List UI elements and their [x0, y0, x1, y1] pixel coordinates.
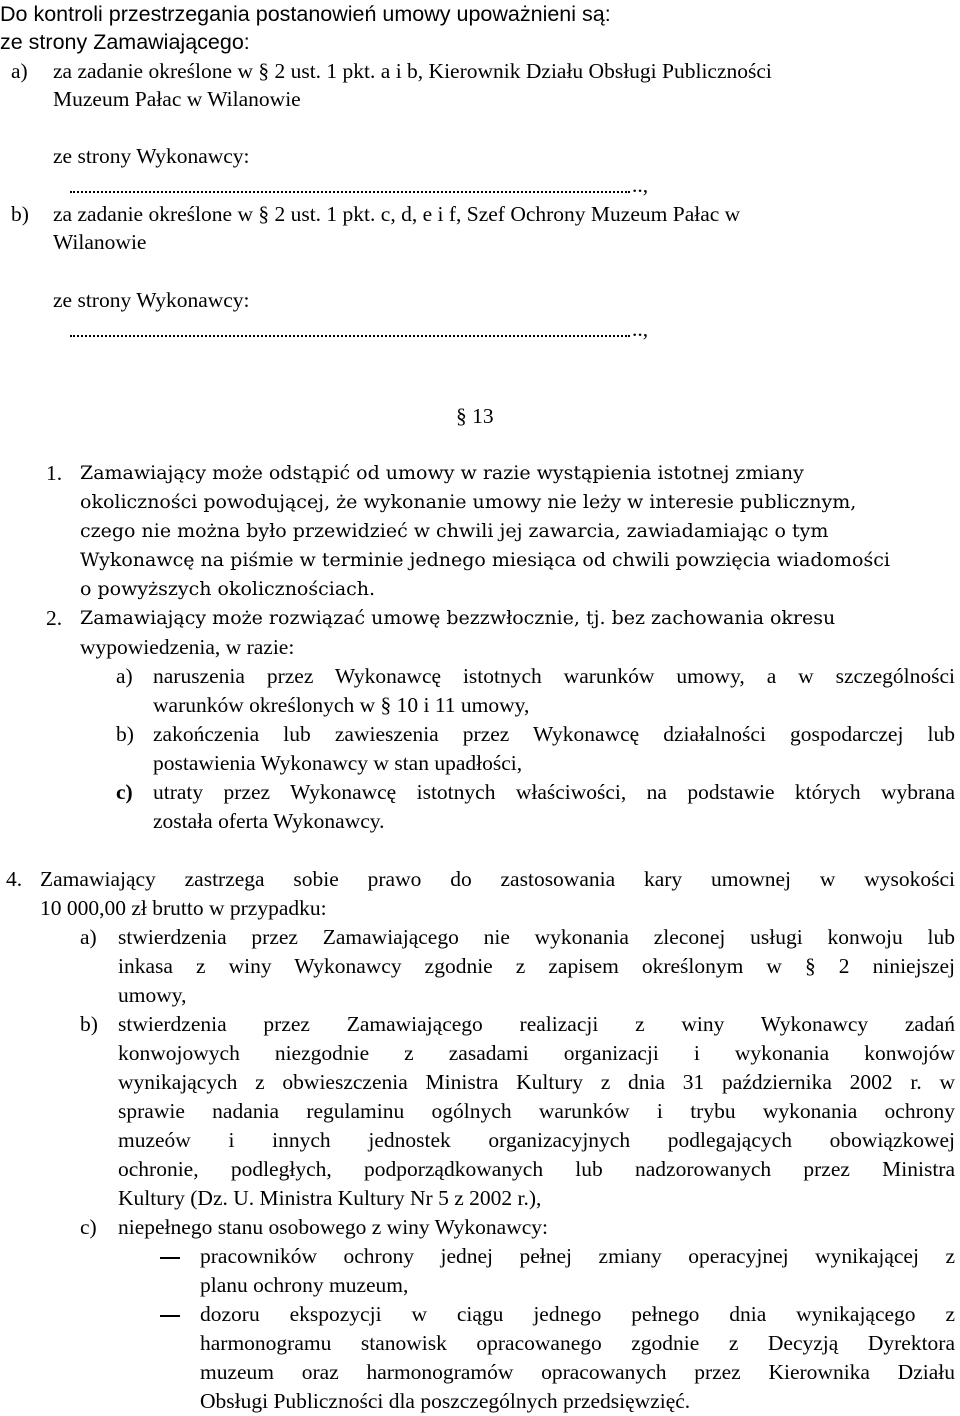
paragraph-number: 1. [46, 461, 63, 485]
list-item-line: niepełnego stanu osobowego z winy Wykonawcy: [118, 1215, 549, 1239]
blank-fill-line [70, 335, 630, 337]
intro-item-a-line: Muzeum Pałac w Wilanowie [53, 87, 301, 111]
blank-fill-suffix: .., [632, 317, 649, 341]
intro-item-b-contractor: ze strony Wykonawcy: [53, 288, 250, 312]
list-item-line: utraty przez Wykonawcę istotnych właściwości, na podstawie których wybrana [153, 780, 955, 804]
sublist-item-line: planu ochrony muzeum, [200, 1273, 409, 1297]
list-item-line: muzeów i innych jednostek organizacyjnych podlegających obowiązkowej [118, 1128, 955, 1152]
paragraph-line: wypowiedzenia, w razie: [80, 635, 295, 659]
intro-item-b-line: za zadanie określone w § 2 ust. 1 pkt. c, d, e i f, Szef Ochrony Muzeum Pałac w [53, 202, 741, 226]
paragraph-line: Zamawiający może rozwiązać umowę bezzwłocznie, tj. bez zachowania okresu [80, 607, 836, 629]
list-item-line: naruszenia przez Wykonawcę istotnych warunków umowy, a w szczególności [153, 664, 955, 688]
dash-bullet [160, 1315, 180, 1317]
paragraph-line: Zamawiający może odstąpić od umowy w razie wystąpienia istotnej zmiany [80, 462, 804, 484]
paragraph-line: czego nie można było przewidzieć w chwili jej zawarcia, zawiadamiając o tym [80, 520, 829, 542]
list-marker: c) [116, 780, 133, 804]
dash-bullet [160, 1257, 180, 1259]
intro-heading: Do kontroli przestrzegania postanowień umowy upoważnieni są: [0, 2, 611, 26]
sublist-item-line: Obsługi Publiczności dla poszczególnych przedsięwzięć. [200, 1389, 691, 1413]
list-marker: c) [80, 1215, 97, 1239]
list-item-line: stwierdzenia przez Zamawiającego realizacji z winy Wykonawcy zadań [118, 1012, 955, 1036]
list-item-line: zakończenia lub zawieszenia przez Wykonawcę działalności gospodarczej lub [153, 722, 955, 746]
list-item-line: postawienia Wykonawcy w stan upadłości, [153, 751, 523, 775]
intro-item-b-line: Wilanowie [53, 230, 147, 254]
sublist-item-line: muzeum oraz harmonogramów opracowanych przez Kierownika Działu [200, 1360, 955, 1384]
list-item-line: sprawie nadania regulaminu ogólnych warunków i trybu wykonania ochrony [118, 1099, 955, 1123]
sublist-item-line: pracowników ochrony jednej pełnej zmiany operacyjnej wynikającej z [200, 1244, 955, 1268]
intro-item-a-line: za zadanie określone w § 2 ust. 1 pkt. a i b, Kierownik Działu Obsługi Publiczności [53, 59, 772, 83]
paragraph-line: 10 000,00 zł brutto w przypadku: [40, 896, 327, 920]
paragraph-line: okoliczności powodującej, że wykonanie umowy nie leży w interesie publicznym, [80, 491, 857, 513]
blank-fill-line [70, 191, 630, 193]
list-marker: a) [80, 925, 97, 949]
list-item-line: warunków określonych w § 10 i 11 umowy, [153, 693, 530, 717]
intro-ordering-party: ze strony Zamawiającego: [0, 30, 250, 54]
list-item-line: inkasa z winy Wykonawcy zgodnie z zapisem określonym w § 2 niniejszej [118, 954, 955, 978]
intro-item-a-marker: a) [11, 59, 28, 83]
list-item-line: Kultury (Dz. U. Ministra Kultury Nr 5 z 2002 r.), [118, 1186, 542, 1210]
sublist-item-line: dozoru ekspozycji w ciągu jednego pełnego dnia wynikającego z [200, 1302, 955, 1326]
paragraph-number: 4. [6, 867, 23, 891]
paragraph-line: Wykonawcę na piśmie w terminie jednego miesiąca od chwili powzięcia wiadomości [80, 549, 890, 571]
list-item-line: konwojowych niezgodnie z zasadami organizacji i wykonania konwojów [118, 1041, 955, 1065]
list-marker: b) [80, 1012, 98, 1036]
list-item-line: została oferta Wykonawcy. [153, 809, 385, 833]
list-item-line: umowy, [118, 983, 187, 1007]
list-item-line: ochronie, podległych, podporządkowanych lub nadzorowanych przez Ministra [118, 1157, 955, 1181]
blank-fill-suffix: .., [632, 173, 649, 197]
paragraph-number: 2. [46, 606, 63, 630]
intro-item-b-marker: b) [11, 202, 29, 226]
paragraph-line: o powyższych okolicznościach. [80, 578, 376, 600]
section-heading: § 13 [456, 404, 494, 428]
list-marker: a) [116, 664, 133, 688]
paragraph-line: Zamawiający zastrzega sobie prawo do zastosowania kary umownej w wysokości [40, 867, 955, 891]
list-item-line: stwierdzenia przez Zamawiającego nie wykonania zleconej usługi konwoju lub [118, 925, 955, 949]
list-item-line: wynikających z obwieszczenia Ministra Kultury z dnia 31 października 2002 r. w [118, 1070, 955, 1094]
sublist-item-line: harmonogramu stanowisk opracowanego zgodnie z Decyzją Dyrektora [200, 1331, 955, 1355]
list-marker: b) [116, 722, 134, 746]
intro-item-a-contractor: ze strony Wykonawcy: [53, 144, 250, 168]
